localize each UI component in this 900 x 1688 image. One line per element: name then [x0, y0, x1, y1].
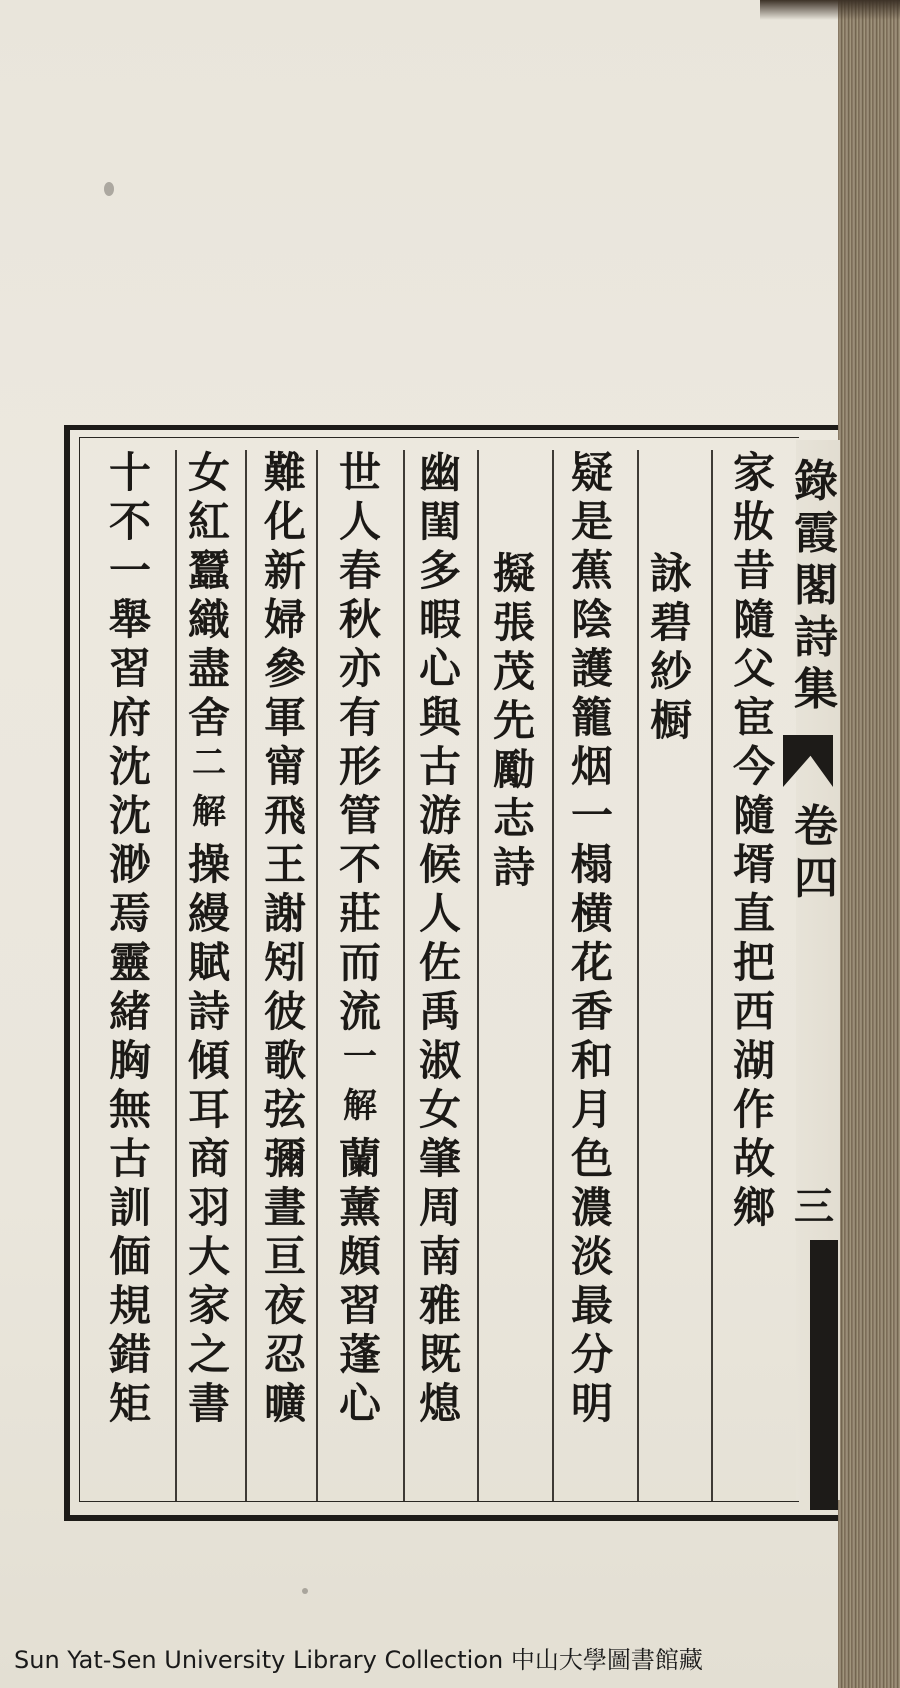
column-rule: [403, 450, 405, 1502]
margin-character: 霞: [794, 508, 838, 559]
text-character: 色: [570, 1134, 613, 1183]
text-character: 明: [570, 1379, 613, 1428]
ink-speck: [104, 182, 114, 196]
text-character: 十: [108, 448, 151, 497]
text-character: 作: [732, 1085, 775, 1134]
text-character: 故: [732, 1134, 775, 1183]
text-character: 沈: [108, 742, 151, 791]
text-character: 古: [108, 1134, 151, 1183]
text-character: 習: [108, 644, 151, 693]
text-character: 蘭: [338, 1134, 381, 1183]
text-character: 直: [732, 889, 775, 938]
margin-character: 四: [794, 853, 838, 904]
text-column-6: [334, 448, 386, 1432]
text-character: 最: [570, 1281, 613, 1330]
text-character: 解: [192, 792, 226, 832]
text-character: 茂: [492, 647, 535, 696]
text-character: 香: [570, 987, 613, 1036]
text-character: 花: [570, 938, 613, 987]
text-character: 鄉: [732, 1183, 775, 1232]
text-character: 父: [732, 644, 775, 693]
text-character: 淑: [418, 1036, 461, 1085]
text-character: 擬: [492, 549, 535, 598]
text-character: 籠: [570, 693, 613, 742]
text-character: 隨: [732, 791, 775, 840]
margin-character: 錄: [794, 456, 838, 507]
text-character: 胸: [108, 1036, 151, 1085]
text-character: 晝: [263, 1183, 306, 1232]
text-character: 古: [418, 742, 461, 791]
text-character: 賦: [187, 938, 230, 987]
text-character: 大: [187, 1232, 230, 1281]
text-character: 熄: [418, 1379, 461, 1428]
text-character: 新: [263, 546, 306, 595]
text-character: 春: [338, 546, 381, 595]
text-character: 閨: [418, 497, 461, 546]
text-character: 肇: [418, 1134, 461, 1183]
margin-character: 詩: [794, 612, 838, 663]
text-character: 既: [418, 1330, 461, 1379]
text-character: 昔: [732, 546, 775, 595]
margin-volume: [794, 790, 838, 904]
text-character: 管: [338, 791, 381, 840]
text-column-8: [183, 448, 235, 1432]
text-character: 榻: [570, 840, 613, 889]
text-character: 有: [338, 693, 381, 742]
text-character: 南: [418, 1232, 461, 1281]
text-character: 濃: [570, 1183, 613, 1232]
text-character: 人: [418, 889, 461, 938]
block-heart-bar: [810, 1240, 838, 1510]
text-character: 曠: [263, 1379, 306, 1428]
text-character: 靈: [108, 938, 151, 987]
text-character: 薰: [338, 1183, 381, 1232]
text-character: 多: [418, 546, 461, 595]
text-character: 形: [338, 742, 381, 791]
text-character: 解: [343, 1086, 377, 1126]
margin-page-number: [794, 1175, 834, 1230]
text-character: 矩: [108, 1379, 151, 1428]
text-character: 隨: [732, 595, 775, 644]
text-character: 横: [570, 889, 613, 938]
text-character: 烟: [570, 742, 613, 791]
text-character: 舍: [187, 693, 230, 742]
text-column-5: [414, 448, 466, 1432]
text-character: 彼: [263, 987, 306, 1036]
text-character: 化: [263, 497, 306, 546]
text-character: 紅: [187, 497, 230, 546]
margin-character: 閣: [794, 560, 838, 611]
text-character: 不: [338, 840, 381, 889]
text-character: 無: [108, 1085, 151, 1134]
page-edges: [838, 0, 900, 1688]
text-character: 緒: [108, 987, 151, 1036]
text-character: 府: [108, 693, 151, 742]
text-character: 妝: [732, 497, 775, 546]
text-character: 縵: [187, 889, 230, 938]
text-character: 分: [570, 1330, 613, 1379]
text-character: 一: [108, 546, 151, 595]
text-character: 游: [418, 791, 461, 840]
text-character: 訓: [108, 1183, 151, 1232]
column-rule: [637, 450, 639, 1502]
text-character: 弦: [263, 1085, 306, 1134]
text-column-4: [488, 549, 540, 896]
text-character: 家: [732, 448, 775, 497]
margin-character: 三: [794, 1183, 834, 1230]
text-character: 雅: [418, 1281, 461, 1330]
text-character: 周: [418, 1183, 461, 1232]
text-character: 一: [343, 1037, 377, 1077]
text-character: 織: [187, 595, 230, 644]
text-character: 先: [492, 696, 535, 745]
text-character: 和: [570, 1036, 613, 1085]
top-shadow: [760, 0, 900, 20]
text-column-9: [104, 448, 156, 1432]
text-character: 舉: [108, 595, 151, 644]
column-rule: [552, 450, 554, 1502]
text-character: 與: [418, 693, 461, 742]
text-character: 蕉: [570, 546, 613, 595]
text-character: 盡: [187, 644, 230, 693]
text-character: 耳: [187, 1085, 230, 1134]
text-character: 幽: [418, 448, 461, 497]
text-character: 羽: [187, 1183, 230, 1232]
text-character: 亘: [263, 1232, 306, 1281]
text-character: 心: [338, 1379, 381, 1428]
text-character: 志: [492, 794, 535, 843]
text-character: 詠: [649, 549, 692, 598]
text-character: 之: [187, 1330, 230, 1379]
text-character: 亦: [338, 644, 381, 693]
margin-title: [794, 445, 838, 715]
text-character: 是: [570, 497, 613, 546]
text-character: 夜: [263, 1281, 306, 1330]
text-character: 彌: [263, 1134, 306, 1183]
text-character: 紗: [649, 647, 692, 696]
text-character: 壻: [732, 840, 775, 889]
text-character: 婦: [263, 595, 306, 644]
text-character: 宦: [732, 693, 775, 742]
text-character: 操: [187, 840, 230, 889]
text-character: 疑: [570, 448, 613, 497]
text-character: 忍: [263, 1330, 306, 1379]
text-character: 莊: [338, 889, 381, 938]
text-character: 湖: [732, 1036, 775, 1085]
text-character: 飛: [263, 791, 306, 840]
text-column-7: [259, 448, 311, 1432]
text-character: 詩: [187, 987, 230, 1036]
text-character: 世: [338, 448, 381, 497]
text-character: 碧: [649, 598, 692, 647]
text-character: 錯: [108, 1330, 151, 1379]
text-column-2: [645, 549, 697, 749]
text-character: 詩: [492, 843, 535, 892]
text-character: 把: [732, 938, 775, 987]
text-character: 佐: [418, 938, 461, 987]
column-rule: [175, 450, 177, 1502]
text-character: 王: [263, 840, 306, 889]
text-character: 沈: [108, 791, 151, 840]
text-character: 今: [732, 742, 775, 791]
text-character: 偭: [108, 1232, 151, 1281]
text-character: 心: [418, 644, 461, 693]
text-character: 歌: [263, 1036, 306, 1085]
text-character: 頗: [338, 1232, 381, 1281]
text-character: 難: [263, 448, 306, 497]
text-character: 習: [338, 1281, 381, 1330]
text-character: 女: [418, 1085, 461, 1134]
text-character: 女: [187, 448, 230, 497]
text-character: 橱: [649, 696, 692, 745]
text-character: 傾: [187, 1036, 230, 1085]
text-character: 秋: [338, 595, 381, 644]
margin-character: 集: [794, 664, 838, 715]
text-character: 甯: [263, 742, 306, 791]
text-character: 書: [187, 1379, 230, 1428]
ink-speck: [302, 1588, 308, 1594]
column-rule: [477, 450, 479, 1502]
text-character: 軍: [263, 693, 306, 742]
text-character: 流: [338, 987, 381, 1036]
text-character: 渺: [108, 840, 151, 889]
column-rule: [316, 450, 318, 1502]
text-character: 矧: [263, 938, 306, 987]
text-character: 候: [418, 840, 461, 889]
text-character: 焉: [108, 889, 151, 938]
collection-watermark: Sun Yat-Sen University Library Collection 中山大學圖書館藏: [14, 1646, 703, 1674]
text-column-1: [728, 448, 780, 1236]
margin-character: 卷: [794, 801, 838, 852]
text-character: 淡: [570, 1232, 613, 1281]
text-character: 而: [338, 938, 381, 987]
text-character: 人: [338, 497, 381, 546]
text-character: 規: [108, 1281, 151, 1330]
text-character: 一: [570, 791, 613, 840]
text-character: 參: [263, 644, 306, 693]
text-character: 護: [570, 644, 613, 693]
text-character: 謝: [263, 889, 306, 938]
text-character: 西: [732, 987, 775, 1036]
text-character: 不: [108, 497, 151, 546]
text-character: 蓬: [338, 1330, 381, 1379]
text-character: 張: [492, 598, 535, 647]
text-character: 禹: [418, 987, 461, 1036]
text-character: 月: [570, 1085, 613, 1134]
text-character: 二: [192, 743, 226, 783]
column-rule: [711, 450, 713, 1502]
text-character: 暇: [418, 595, 461, 644]
text-column-3: [566, 448, 618, 1432]
column-rule: [245, 450, 247, 1502]
text-character: 蠶: [187, 546, 230, 595]
text-character: 家: [187, 1281, 230, 1330]
text-character: 勵: [492, 745, 535, 794]
text-character: 陰: [570, 595, 613, 644]
text-character: 商: [187, 1134, 230, 1183]
